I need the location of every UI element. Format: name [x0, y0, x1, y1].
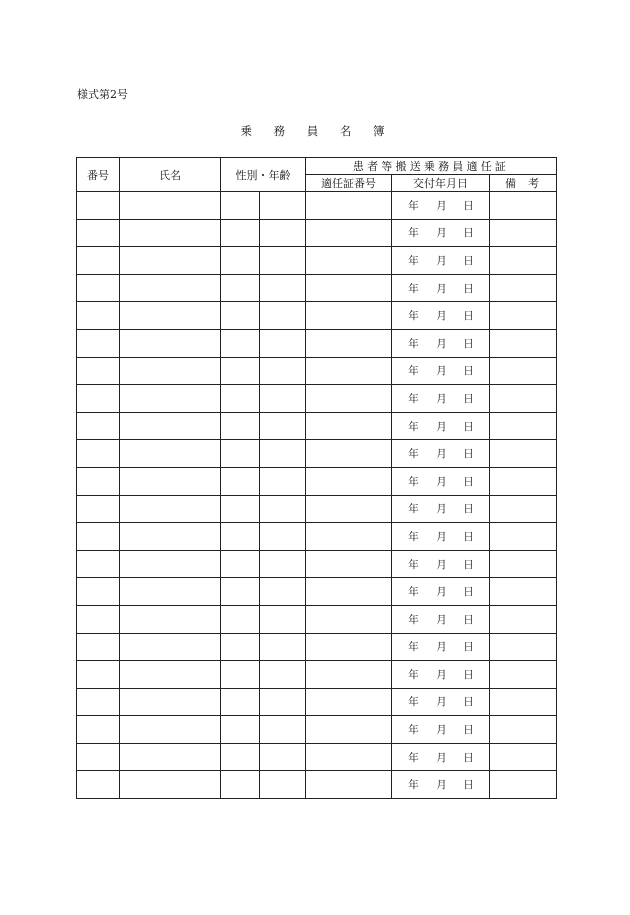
certificate-number-cell[interactable]: [306, 743, 392, 771]
date-month-label: 月: [436, 779, 447, 792]
certificate-number-cell[interactable]: [306, 467, 392, 495]
sex-cell[interactable]: [221, 523, 260, 551]
date-day-label: 日: [463, 392, 474, 405]
date-year-label: 年: [408, 448, 419, 461]
date-day-label: 日: [463, 282, 474, 295]
date-month-label: 月: [436, 227, 447, 240]
sex-cell[interactable]: [221, 440, 260, 468]
table-row: [77, 247, 557, 275]
date-day-label: 日: [463, 199, 474, 212]
header-name: 氏名: [120, 158, 221, 192]
date-month-label: 月: [436, 475, 447, 488]
name-cell[interactable]: [120, 192, 221, 220]
remarks-cell[interactable]: [490, 274, 557, 302]
date-year-label: 年: [408, 586, 419, 599]
table-row: [77, 274, 557, 302]
remarks-cell[interactable]: [490, 302, 557, 330]
table-row: [77, 578, 557, 606]
number-cell[interactable]: [77, 329, 120, 357]
age-cell[interactable]: [260, 440, 306, 468]
date-day-label: 日: [463, 613, 474, 626]
remarks-cell[interactable]: [490, 247, 557, 275]
age-cell[interactable]: [260, 412, 306, 440]
age-cell[interactable]: [260, 716, 306, 744]
date-year-label: 年: [408, 779, 419, 792]
name-cell[interactable]: [120, 329, 221, 357]
date-year-label: 年: [408, 558, 419, 571]
certificate-number-cell[interactable]: [306, 550, 392, 578]
number-cell[interactable]: [77, 743, 120, 771]
certificate-number-cell[interactable]: [306, 523, 392, 551]
age-cell[interactable]: [260, 661, 306, 689]
number-cell[interactable]: [77, 412, 120, 440]
age-cell[interactable]: [260, 192, 306, 220]
number-cell[interactable]: [77, 771, 120, 799]
table-row: [77, 495, 557, 523]
date-day-label: 日: [463, 254, 474, 267]
date-year-label: 年: [408, 199, 419, 212]
certificate-number-cell[interactable]: [306, 578, 392, 606]
remarks-cell[interactable]: [490, 743, 557, 771]
number-cell[interactable]: [77, 274, 120, 302]
date-month-label: 月: [436, 724, 447, 737]
date-month-label: 月: [436, 199, 447, 212]
number-cell[interactable]: [77, 605, 120, 633]
name-cell[interactable]: [120, 716, 221, 744]
age-cell[interactable]: [260, 357, 306, 385]
age-cell[interactable]: [260, 302, 306, 330]
age-cell[interactable]: [260, 578, 306, 606]
remarks-cell[interactable]: [490, 495, 557, 523]
remarks-cell[interactable]: [490, 219, 557, 247]
sex-cell[interactable]: [221, 771, 260, 799]
certificate-number-cell[interactable]: [306, 661, 392, 689]
date-day-label: 日: [463, 586, 474, 599]
date-year-label: 年: [408, 282, 419, 295]
sex-cell[interactable]: [221, 357, 260, 385]
issue-date-cell[interactable]: [392, 412, 490, 440]
name-cell[interactable]: [120, 219, 221, 247]
number-cell[interactable]: [77, 302, 120, 330]
date-month-label: 月: [436, 365, 447, 378]
date-day-label: 日: [463, 641, 474, 654]
remarks-cell[interactable]: [490, 192, 557, 220]
date-day-label: 日: [463, 448, 474, 461]
table-row: [77, 743, 557, 771]
certificate-number-cell[interactable]: [306, 385, 392, 413]
date-month-label: 月: [436, 530, 447, 543]
date-month-label: 月: [436, 668, 447, 681]
number-cell[interactable]: [77, 661, 120, 689]
sex-cell[interactable]: [221, 329, 260, 357]
sex-cell[interactable]: [221, 550, 260, 578]
issue-date-cell[interactable]: [392, 329, 490, 357]
certificate-number-cell[interactable]: [306, 771, 392, 799]
name-cell[interactable]: [120, 771, 221, 799]
remarks-cell[interactable]: [490, 523, 557, 551]
table-row: [77, 440, 557, 468]
issue-date-cell[interactable]: [392, 523, 490, 551]
date-year-label: 年: [408, 337, 419, 350]
table-row: [77, 302, 557, 330]
header-certificate-group: 患者等搬送乗務員適任証: [306, 158, 557, 175]
table-row: [77, 329, 557, 357]
age-cell[interactable]: [260, 467, 306, 495]
remarks-cell[interactable]: [490, 661, 557, 689]
date-month-label: 月: [436, 420, 447, 433]
date-year-label: 年: [408, 613, 419, 626]
remarks-cell[interactable]: [490, 716, 557, 744]
table-row: [77, 357, 557, 385]
number-cell[interactable]: [77, 219, 120, 247]
sex-cell[interactable]: [221, 467, 260, 495]
issue-date-cell[interactable]: [392, 302, 490, 330]
certificate-number-cell[interactable]: [306, 688, 392, 716]
age-cell[interactable]: [260, 523, 306, 551]
name-cell[interactable]: [120, 743, 221, 771]
number-cell[interactable]: [77, 440, 120, 468]
name-cell[interactable]: [120, 274, 221, 302]
date-year-label: 年: [408, 420, 419, 433]
number-cell[interactable]: [77, 688, 120, 716]
date-year-label: 年: [408, 227, 419, 240]
certificate-number-cell[interactable]: [306, 633, 392, 661]
date-month-label: 月: [436, 613, 447, 626]
certificate-number-cell[interactable]: [306, 716, 392, 744]
name-cell[interactable]: [120, 440, 221, 468]
name-cell[interactable]: [120, 302, 221, 330]
date-day-label: 日: [463, 696, 474, 709]
name-cell[interactable]: [120, 357, 221, 385]
age-cell[interactable]: [260, 605, 306, 633]
date-year-label: 年: [408, 392, 419, 405]
issue-date-cell[interactable]: [392, 771, 490, 799]
remarks-cell[interactable]: [490, 329, 557, 357]
date-year-label: 年: [408, 724, 419, 737]
date-day-label: 日: [463, 530, 474, 543]
sex-cell[interactable]: [221, 743, 260, 771]
sex-cell[interactable]: [221, 219, 260, 247]
date-year-label: 年: [408, 503, 419, 516]
table-row: [77, 633, 557, 661]
number-cell[interactable]: [77, 385, 120, 413]
remarks-cell[interactable]: [490, 385, 557, 413]
name-cell[interactable]: [120, 633, 221, 661]
date-day-label: 日: [463, 668, 474, 681]
date-month-label: 月: [436, 751, 447, 764]
name-cell[interactable]: [120, 247, 221, 275]
table-body: [77, 192, 557, 799]
date-day-label: 日: [463, 420, 474, 433]
sex-cell[interactable]: [221, 716, 260, 744]
age-cell[interactable]: [260, 743, 306, 771]
issue-date-cell[interactable]: [392, 633, 490, 661]
remarks-cell[interactable]: [490, 467, 557, 495]
remarks-cell[interactable]: [490, 550, 557, 578]
name-cell[interactable]: [120, 523, 221, 551]
age-cell[interactable]: [260, 495, 306, 523]
issue-date-cell[interactable]: [392, 219, 490, 247]
issue-date-cell[interactable]: [392, 357, 490, 385]
table-row: [77, 771, 557, 799]
issue-date-cell[interactable]: [392, 743, 490, 771]
issue-date-cell[interactable]: [392, 550, 490, 578]
certificate-number-cell[interactable]: [306, 274, 392, 302]
age-cell[interactable]: [260, 550, 306, 578]
issue-date-cell[interactable]: [392, 440, 490, 468]
issue-date-cell[interactable]: [392, 274, 490, 302]
age-cell[interactable]: [260, 385, 306, 413]
table-row: [77, 605, 557, 633]
date-year-label: 年: [408, 365, 419, 378]
issue-date-cell[interactable]: [392, 578, 490, 606]
sex-cell[interactable]: [221, 192, 260, 220]
date-day-label: 日: [463, 365, 474, 378]
number-cell[interactable]: [77, 633, 120, 661]
date-month-label: 月: [436, 392, 447, 405]
issue-date-cell[interactable]: [392, 495, 490, 523]
date-month-label: 月: [436, 282, 447, 295]
date-year-label: 年: [408, 254, 419, 267]
name-cell[interactable]: [120, 688, 221, 716]
date-day-label: 日: [463, 779, 474, 792]
date-day-label: 日: [463, 310, 474, 323]
table-row: [77, 550, 557, 578]
date-day-label: 日: [463, 475, 474, 488]
age-cell[interactable]: [260, 247, 306, 275]
issue-date-cell[interactable]: [392, 467, 490, 495]
remarks-cell[interactable]: [490, 688, 557, 716]
sex-cell[interactable]: [221, 578, 260, 606]
sex-cell[interactable]: [221, 633, 260, 661]
number-cell[interactable]: [77, 357, 120, 385]
date-month-label: 月: [436, 586, 447, 599]
age-cell[interactable]: [260, 771, 306, 799]
issue-date-cell[interactable]: [392, 716, 490, 744]
number-cell[interactable]: [77, 523, 120, 551]
name-cell[interactable]: [120, 385, 221, 413]
table-row: [77, 661, 557, 689]
name-cell[interactable]: [120, 412, 221, 440]
name-cell[interactable]: [120, 578, 221, 606]
remarks-cell[interactable]: [490, 578, 557, 606]
date-day-label: 日: [463, 751, 474, 764]
sex-cell[interactable]: [221, 302, 260, 330]
date-month-label: 月: [436, 696, 447, 709]
date-year-label: 年: [408, 530, 419, 543]
number-cell[interactable]: [77, 716, 120, 744]
age-cell[interactable]: [260, 329, 306, 357]
table-row: [77, 467, 557, 495]
number-cell[interactable]: [77, 550, 120, 578]
table-row: [77, 219, 557, 247]
certificate-number-cell[interactable]: [306, 357, 392, 385]
issue-date-cell[interactable]: [392, 192, 490, 220]
date-day-label: 日: [463, 337, 474, 350]
crew-roster-table: [76, 157, 557, 799]
certificate-number-cell[interactable]: [306, 329, 392, 357]
date-month-label: 月: [436, 254, 447, 267]
name-cell[interactable]: [120, 495, 221, 523]
age-cell[interactable]: [260, 274, 306, 302]
date-month-label: 月: [436, 337, 447, 350]
name-cell[interactable]: [120, 550, 221, 578]
certificate-number-cell[interactable]: [306, 440, 392, 468]
table-row: [77, 192, 557, 220]
header-number: 番号: [77, 158, 120, 192]
date-month-label: 月: [436, 641, 447, 654]
certificate-number-cell[interactable]: [306, 605, 392, 633]
sex-cell[interactable]: [221, 385, 260, 413]
age-cell[interactable]: [260, 219, 306, 247]
issue-date-cell[interactable]: [392, 605, 490, 633]
header-sex-age: 性別・年齢: [221, 158, 306, 192]
remarks-cell[interactable]: [490, 771, 557, 799]
certificate-number-cell[interactable]: [306, 495, 392, 523]
issue-date-cell[interactable]: [392, 688, 490, 716]
date-day-label: 日: [463, 558, 474, 571]
remarks-cell[interactable]: [490, 605, 557, 633]
number-cell[interactable]: [77, 467, 120, 495]
remarks-cell[interactable]: [490, 357, 557, 385]
issue-date-cell[interactable]: [392, 385, 490, 413]
number-cell[interactable]: [77, 247, 120, 275]
form-number-label: 様式第2号: [77, 88, 128, 101]
date-day-label: 日: [463, 227, 474, 240]
header-certificate-number: 適任証番号: [306, 175, 392, 192]
table-row: [77, 716, 557, 744]
remarks-cell[interactable]: [490, 633, 557, 661]
sex-cell[interactable]: [221, 688, 260, 716]
certificate-number-cell[interactable]: [306, 192, 392, 220]
remarks-cell[interactable]: [490, 412, 557, 440]
table-row: [77, 523, 557, 551]
header-issue-date: 交付年月日: [392, 175, 490, 192]
date-day-label: 日: [463, 724, 474, 737]
certificate-number-cell[interactable]: [306, 412, 392, 440]
age-cell[interactable]: [260, 633, 306, 661]
sex-cell[interactable]: [221, 247, 260, 275]
date-month-label: 月: [436, 558, 447, 571]
date-month-label: 月: [436, 310, 447, 323]
sex-cell[interactable]: [221, 412, 260, 440]
date-year-label: 年: [408, 475, 419, 488]
name-cell[interactable]: [120, 605, 221, 633]
sex-cell[interactable]: [221, 661, 260, 689]
remarks-cell[interactable]: [490, 440, 557, 468]
certificate-number-cell[interactable]: [306, 302, 392, 330]
date-month-label: 月: [436, 448, 447, 461]
date-year-label: 年: [408, 751, 419, 764]
certificate-number-cell[interactable]: [306, 219, 392, 247]
date-day-label: 日: [463, 503, 474, 516]
name-cell[interactable]: [120, 467, 221, 495]
document-title: 乗 務 員 名 簿: [240, 124, 394, 138]
date-year-label: 年: [408, 696, 419, 709]
table-row: [77, 385, 557, 413]
date-year-label: 年: [408, 668, 419, 681]
sex-cell[interactable]: [221, 495, 260, 523]
table-header: [77, 158, 557, 192]
name-cell[interactable]: [120, 661, 221, 689]
certificate-number-cell[interactable]: [306, 247, 392, 275]
date-year-label: 年: [408, 310, 419, 323]
issue-date-cell[interactable]: [392, 661, 490, 689]
number-cell[interactable]: [77, 495, 120, 523]
header-remarks: 備考: [490, 175, 557, 192]
number-cell[interactable]: [77, 578, 120, 606]
date-year-label: 年: [408, 641, 419, 654]
table-row: [77, 688, 557, 716]
sex-cell[interactable]: [221, 274, 260, 302]
age-cell[interactable]: [260, 688, 306, 716]
date-month-label: 月: [436, 503, 447, 516]
number-cell[interactable]: [77, 192, 120, 220]
issue-date-cell[interactable]: [392, 247, 490, 275]
sex-cell[interactable]: [221, 605, 260, 633]
table-row: [77, 412, 557, 440]
